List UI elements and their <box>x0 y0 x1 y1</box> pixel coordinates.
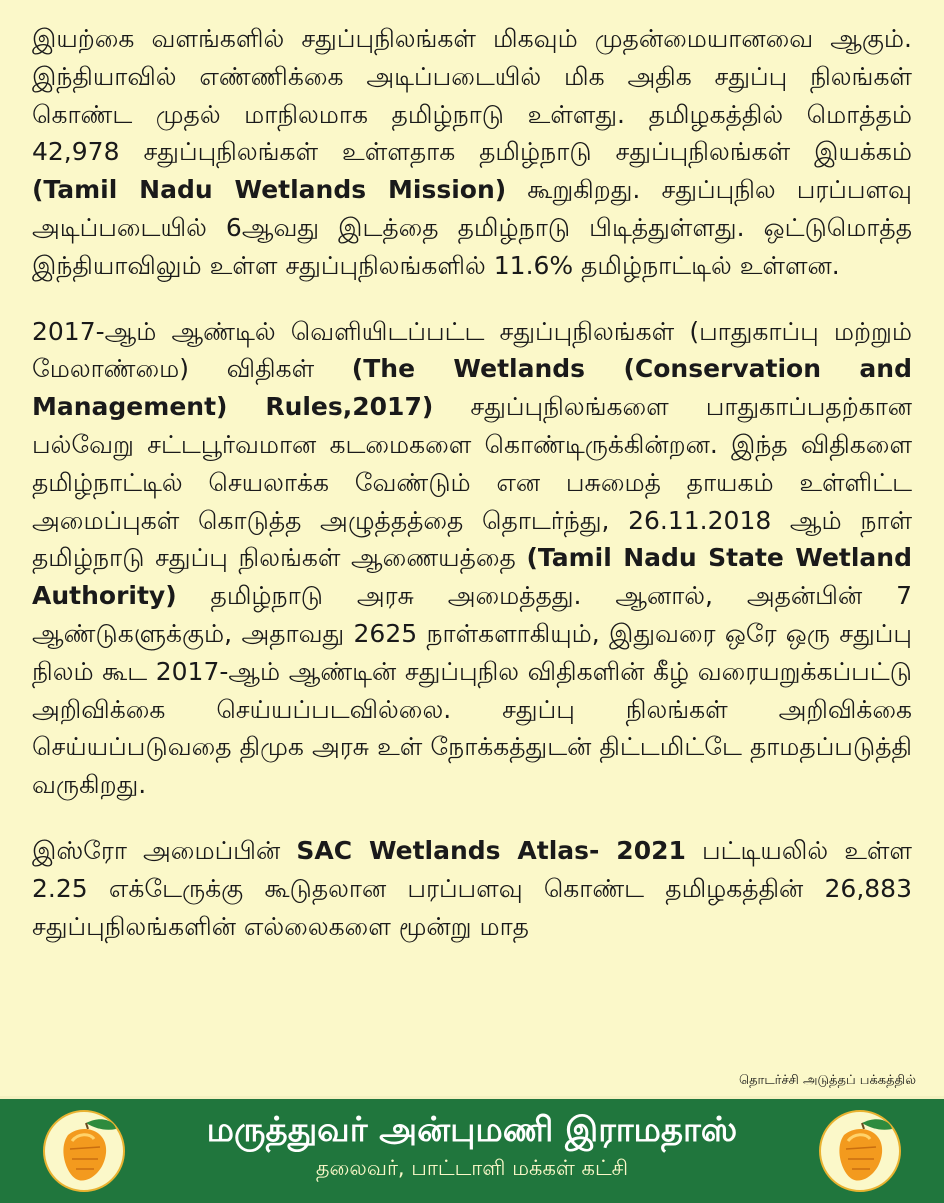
paragraph <box>32 832 912 945</box>
paragraph <box>32 20 912 285</box>
article-body <box>32 20 912 973</box>
text-segment-bold: (The Wetlands (Conservation and Management) Rules,2017) <box>32 354 912 422</box>
text-segment: இஸ்ரோ அமைப்பின் <box>32 835 297 865</box>
text-segment: பட்டியலில் உள்ள 2.25 எக்டேருக்கு கூடுதலான பரப்பளவு கொண்ட தமிழகத்தின் 26,883 சதுப்புநிலங்களின் எல்லைகளை மூன்று மாத <box>32 835 912 941</box>
mango-icon <box>818 1109 902 1193</box>
paragraph <box>32 313 912 804</box>
text-segment: தமிழ்நாடு அரசு அமைத்தது. ஆனால், அதன்பின் 7 ஆண்டுகளுக்கும், அதாவது 2625 நாள்களாகியும், இதுவரை ஒரே ஒரு சதுப்பு நிலம் கூட 2017-ஆம் ஆண்டின் சதுப்புநில விதிகளின் கீழ் வரையறுக்கப்பட்டு அறிவிக்கை செய்யப்படவில்லை. சதுப்பு நிலங்கள் அறிவிக்கை செய்யப்படுவதை திமுக அரசு உள் நோக்கத்துடன் திட்டமிட்டே தாமதப்படுத்தி வருகிறது. <box>32 581 912 800</box>
text-segment: இயற்கை வளங்களில் சதுப்புநிலங்கள் மிகவும் முதன்மையானவை ஆகும். இந்தியாவில் எண்ணிக்கை அடிப்படையில் மிக அதிக சதுப்பு நிலங்கள் கொண்ட முதல் மாநிலமாக தமிழ்நாடு உள்ளது. தமிழகத்தில் மொத்தம் 42,978 சதுப்புநிலங்கள் உள்ளதாக தமிழ்நாடு சதுப்புநிலங்கள் இயக்கம் <box>32 24 912 167</box>
leader-title: தலைவர், பாட்டாளி மக்கள் கட்சி <box>315 1156 629 1180</box>
mango-icon <box>42 1109 126 1193</box>
text-segment-bold: (Tamil Nadu State Wetland Authority) <box>32 543 912 611</box>
text-segment: 2017-ஆம் ஆண்டில் வெளியிடப்பட்ட சதுப்புநிலங்கள் (பாதுகாப்பு மற்றும் மேலாண்மை) விதிகள் <box>32 316 912 384</box>
text-segment: சதுப்புநிலங்களை பாதுகாப்பதற்கான பல்வேறு சட்டபூர்வமான கடமைகளை கொண்டிருக்கின்றன. இந்த விதிகளை தமிழ்நாட்டில் செயலாக்க வேண்டும் என பசுமைத் தாயகம் உள்ளிட்ட அமைப்புகள் கொடுத்த அழுத்தத்தை தொடர்ந்து, 26.11.2018 ஆம் நாள் தமிழ்நாடு சதுப்பு நிலங்கள் ஆணையத்தை <box>32 392 913 573</box>
text-segment-bold: (Tamil Nadu Wetlands Mission) <box>32 175 507 205</box>
continued-note: தொடர்ச்சி அடுத்தப் பக்கத்தில் <box>738 1073 916 1088</box>
leader-name: மருத்துவர் அன்புமணி இராமதாஸ் <box>206 1110 738 1150</box>
text-segment: கூறுகிறது. சதுப்புநில பரப்பளவு அடிப்படையில் 6ஆவது இடத்தை தமிழ்நாடு பிடித்துள்ளது. ஒட்டுமொத்த இந்தியாவிலும் உள்ள சதுப்புநிலங்களில் 11.6% தமிழ்நாட்டில் உள்ளன. <box>32 175 912 280</box>
footer-text <box>140 1107 804 1183</box>
footer-banner <box>0 1096 944 1203</box>
text-segment-bold: SAC Wetlands Atlas- 2021 <box>296 835 686 865</box>
